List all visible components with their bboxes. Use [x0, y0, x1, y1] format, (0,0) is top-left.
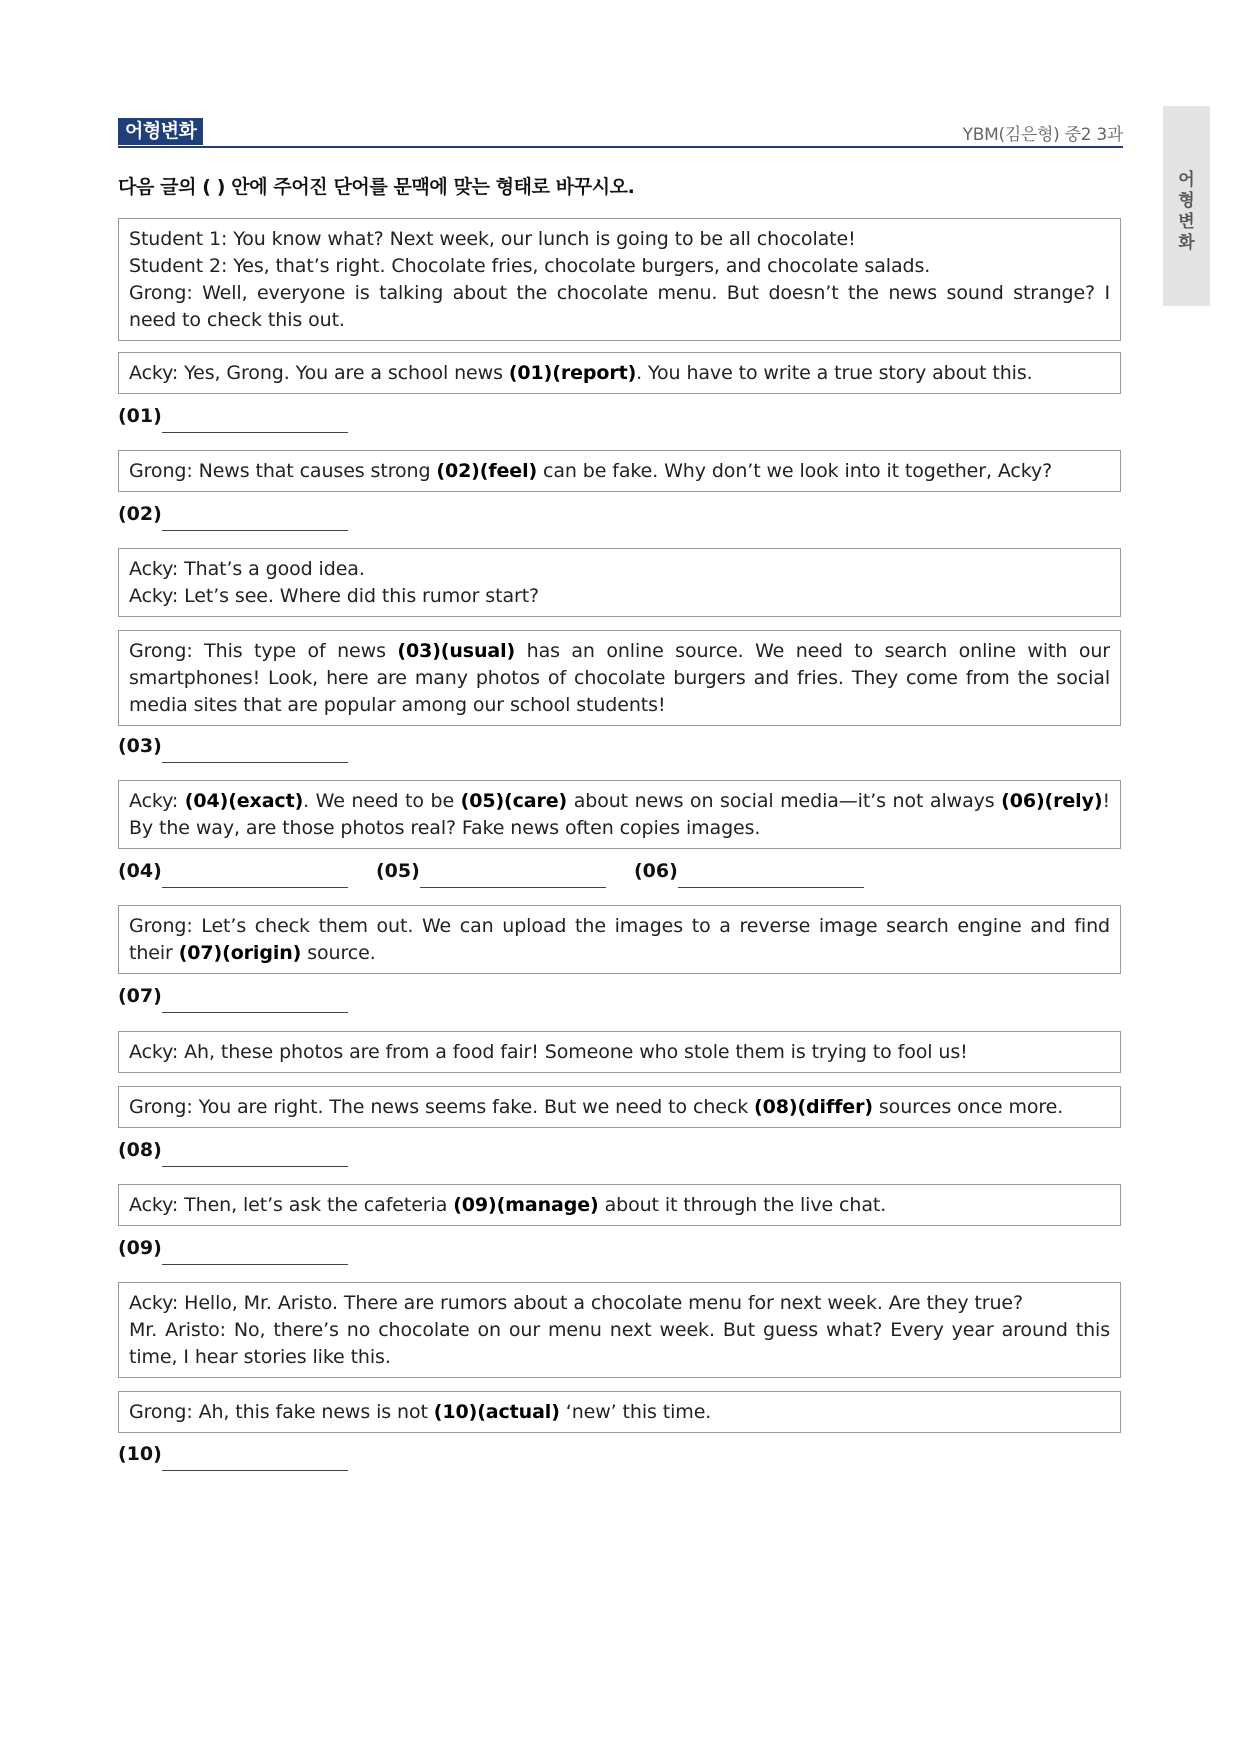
text-span: . You have to write a true story about this. [636, 362, 1033, 384]
passage-box-3 [118, 450, 1121, 492]
question-word: (10)(actual) [433, 1401, 560, 1423]
side-tab-char: 형 [1178, 191, 1195, 211]
passage-box-2 [118, 352, 1121, 394]
answer-blank[interactable] [162, 432, 348, 433]
text-span: Grong: This type of news [129, 640, 398, 662]
answer-blank[interactable] [162, 530, 348, 531]
question-word: (03)(usual) [397, 640, 516, 662]
passage-box-12 [118, 1391, 1121, 1433]
section-tag: 어형변화 [118, 118, 203, 145]
answer-number: (04) [118, 860, 162, 882]
passage-box-10 [118, 1184, 1121, 1226]
answer-number: (02) [118, 503, 162, 525]
answer-blank[interactable] [420, 887, 606, 888]
side-tab-label [1163, 170, 1210, 254]
text-span: about it through the live chat. [598, 1194, 887, 1216]
side-tab-char: 변 [1178, 212, 1195, 232]
answer-number: (07) [118, 985, 162, 1007]
passage-box-7 [118, 905, 1121, 974]
question-word: (04)(exact) [184, 790, 304, 812]
text-span: Acky: Yes, Grong. You are a school news [129, 362, 509, 384]
question-word: (09)(manage) [453, 1194, 599, 1216]
answer-blank[interactable] [162, 1264, 348, 1265]
passage-box-8 [118, 1031, 1121, 1073]
dialogue-line: Acky: That’s a good idea. [129, 558, 365, 580]
question-word: (06)(rely) [1001, 790, 1103, 812]
answer-blank[interactable] [162, 1470, 348, 1471]
text-span: Grong: Ah, this fake news is not [129, 1401, 434, 1423]
text-span: source. [301, 942, 376, 964]
question-word: (05)(care) [460, 790, 568, 812]
answer-number: (08) [118, 1139, 162, 1161]
text-span: Grong: You are right. The news seems fake. But we need to check [129, 1096, 755, 1118]
dialogue-line [129, 913, 1110, 967]
answer-number: (06) [634, 860, 678, 882]
dialogue-line [129, 1192, 1110, 1219]
text-span: Grong: News that causes strong [129, 460, 437, 482]
answer-number: (03) [118, 735, 162, 757]
dialogue-line: Acky: Ah, these photos are from a food fair! Someone who stole them is trying to fool us! [129, 1041, 968, 1063]
dialogue-line [129, 1094, 1110, 1121]
passage-box-5 [118, 630, 1121, 726]
text-span: can be fake. Why don’t we look into it together, Acky? [537, 460, 1053, 482]
dialogue-line: Acky: Let’s see. Where did this rumor start? [129, 585, 540, 607]
dialogue-line [129, 788, 1110, 842]
dialogue-line: Grong: Well, everyone is talking about the chocolate menu. But doesn’t the news sound strange? I need to check this out. [129, 282, 1110, 331]
answer-blank[interactable] [162, 1012, 348, 1013]
text-span: about news on social media—it’s not always [567, 790, 1002, 812]
dialogue-line: Student 1: You know what? Next week, our lunch is going to be all chocolate! [129, 228, 856, 250]
passage-box-9 [118, 1086, 1121, 1128]
question-word: (01)(report) [508, 362, 637, 384]
question-word: (02)(feel) [436, 460, 538, 482]
text-span: ‘new’ this time. [559, 1401, 712, 1423]
passage-box-4 [118, 548, 1121, 617]
side-tab-char: 화 [1178, 233, 1195, 253]
dialogue-line: Acky: Hello, Mr. Aristo. There are rumors about a chocolate menu for next week. Are they true? [129, 1292, 1023, 1314]
text-span: sources once more. [872, 1096, 1064, 1118]
dialogue-line: Mr. Aristo: No, there’s no chocolate on our menu next week. But guess what? Every year around this time, I hear stories like this. [129, 1319, 1110, 1368]
answer-number: (01) [118, 405, 162, 427]
answer-number: (09) [118, 1237, 162, 1259]
side-tab-char: 어 [1178, 170, 1195, 190]
dialogue-line: Student 2: Yes, that’s right. Chocolate fries, chocolate burgers, and chocolate salads. [129, 255, 931, 277]
text-span: . We need to be [303, 790, 461, 812]
question-word: (07)(origin) [178, 942, 302, 964]
page-header [118, 118, 1123, 148]
dialogue-line [129, 360, 1110, 387]
passage-box-6 [118, 780, 1121, 849]
answer-number: (10) [118, 1443, 162, 1465]
dialogue-line [129, 458, 1110, 485]
passage-box-11 [118, 1282, 1121, 1378]
dialogue-line [129, 1399, 1110, 1426]
answer-number: (05) [376, 860, 420, 882]
instruction: 다음 글의 ( ) 안에 주어진 단어를 문맥에 맞는 형태로 바꾸시오. [118, 176, 635, 198]
answer-blank[interactable] [678, 887, 864, 888]
dialogue-line [129, 638, 1110, 719]
text-span: Acky: [129, 790, 185, 812]
passage-box-1 [118, 218, 1121, 341]
text-span: Acky: Then, let’s ask the cafeteria [129, 1194, 454, 1216]
answer-blank[interactable] [162, 762, 348, 763]
text-span: has an online source. We need to search online with our smartphones! Look, here are many photos of chocolate burgers and fries. They come from the social media sites that are popular among our school students! [129, 640, 1110, 716]
text-span: ! By the way, are those photos real? Fake news often copies images. [129, 790, 1110, 839]
side-tab [1163, 106, 1210, 306]
answer-blank[interactable] [162, 887, 348, 888]
source-label: YBM(김은형) 중2 3과 [962, 125, 1123, 145]
answer-blank[interactable] [162, 1166, 348, 1167]
question-word: (08)(differ) [754, 1096, 873, 1118]
text-span: Grong: Let’s check them out. We can upload the images to a reverse image search engine and find their [129, 915, 1110, 964]
